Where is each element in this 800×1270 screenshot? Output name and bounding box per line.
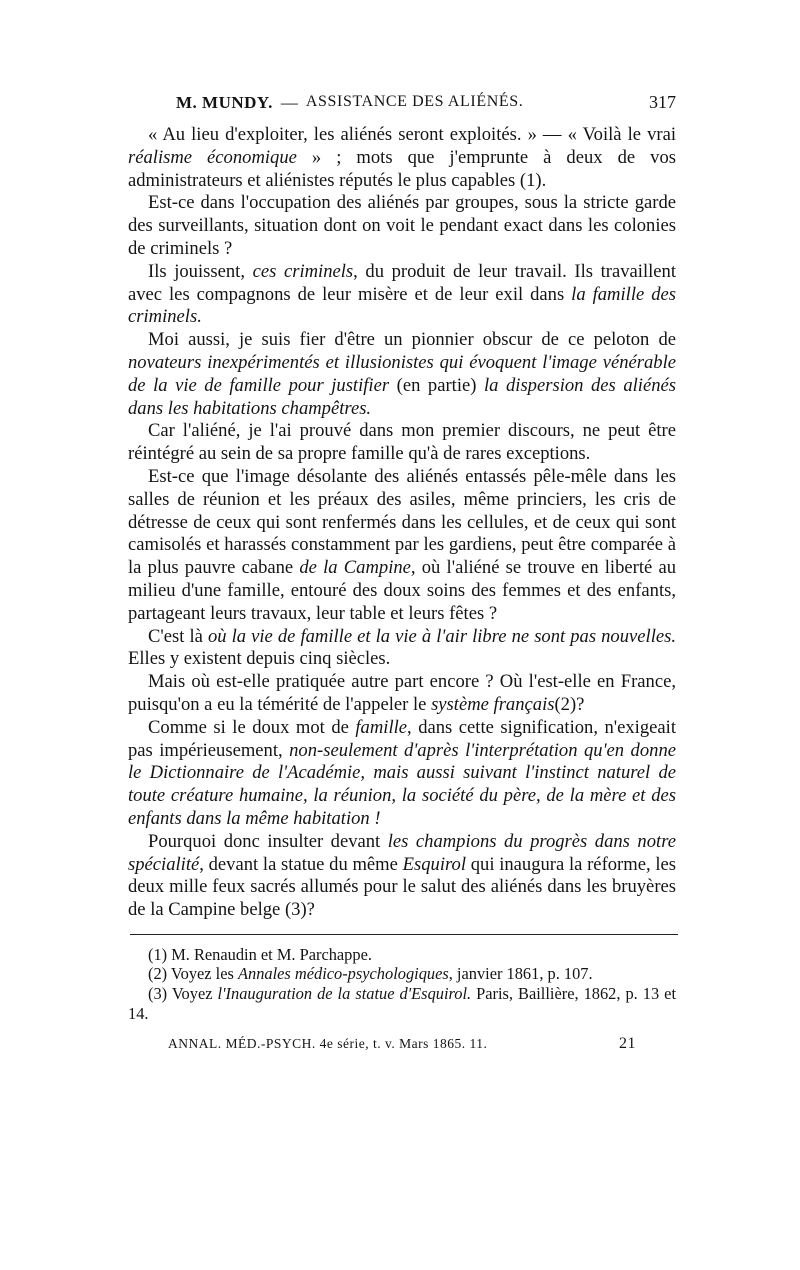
signature-mark: 21 bbox=[619, 1035, 636, 1053]
text-run: , dans cette signification, n'exigeait pas impérieusement, bbox=[128, 716, 676, 761]
text-run: Moi aussi, je suis fier d'être un pionnier obscur de ce peloton de bbox=[148, 329, 676, 351]
italic-run: l'Inauguration de la statue d'Esquirol. bbox=[217, 984, 472, 1004]
header-author: M. MUNDY. bbox=[176, 93, 273, 112]
text-run: Est-ce que l'image désolante des aliénés entassés pêle-mêle dans les salles de réunion et les préaux des asiles, même princiers, les cris de détresse de ceux qui sont renfermés dans les cellules, et de ceux qui sont camisolés et harassés constamment par les gardiens, peut être comparée à la plus pauvre cabane bbox=[128, 465, 676, 579]
header-left bbox=[128, 93, 523, 113]
text-run: (3) Voyez bbox=[148, 984, 218, 1004]
header-dash: — bbox=[280, 93, 298, 112]
paragraph bbox=[128, 831, 676, 922]
text-run: , où l'aliéné se trouve en liberté au milieu d'une famille, entouré des doux soins des femmes et des enfants, partageant leurs travaux, leur table et leurs fêtes ? bbox=[128, 557, 676, 624]
text-run: Car l'aliéné, je l'ai prouvé dans mon premier discours, ne peut être réintégré au sein de sa propre famille qu'à de rares exceptions. bbox=[128, 420, 676, 465]
italic-run: novateurs inexpérimentés et illusionistes qui évoquent l'image vénérable de la vie de famille pour justifier bbox=[128, 351, 676, 396]
text-run: Comme si le doux mot de bbox=[148, 716, 356, 738]
text-run: , du produit de leur travail. Ils travaillent avec les compagnons de leur misère et de leur exil dans bbox=[128, 260, 676, 305]
italic-run: système français bbox=[431, 693, 555, 715]
header-title: ASSISTANCE DES ALIÉNÉS. bbox=[305, 93, 524, 110]
paragraph bbox=[128, 420, 676, 466]
italic-run: famille bbox=[355, 716, 408, 738]
footnote bbox=[128, 945, 676, 965]
italic-run: de la Campine bbox=[299, 557, 411, 579]
paragraph bbox=[128, 192, 676, 260]
text-run: Mais où est-elle pratiquée autre part encore ? Où l'est-elle en France, puisqu'on a eu la témérité de l'appeler le bbox=[128, 671, 676, 715]
italic-run: ces criminels bbox=[252, 260, 354, 282]
footnote bbox=[128, 964, 676, 984]
page-footer bbox=[128, 1035, 676, 1053]
italic-run: Annales médico-psychologiques bbox=[237, 964, 449, 984]
italic-run: les champions du progrès dans notre spécialité bbox=[128, 830, 676, 875]
text-run: , devant la statue du même bbox=[199, 853, 403, 875]
text-run: Ils jouissent, bbox=[148, 260, 253, 282]
text-run: (1) M. Renaudin et M. Parchappe. bbox=[148, 944, 372, 964]
paragraph bbox=[128, 626, 676, 672]
page-number: 317 bbox=[649, 92, 676, 112]
text-run: (2)? bbox=[554, 693, 585, 715]
text-run: C'est là bbox=[148, 625, 208, 647]
footnotes bbox=[128, 945, 676, 1023]
italic-run: réalisme économique bbox=[128, 146, 297, 168]
text-run: « Au lieu d'exploiter, les aliénés seront exploités. » — « Voilà le vrai bbox=[148, 124, 676, 145]
paragraph bbox=[128, 329, 676, 420]
body-text bbox=[128, 124, 676, 922]
text-run: qui inaugura la réforme, les deux mille feux sacrés allumés pour le salut des aliénés dans les bruyères de la Campine belge (3)? bbox=[128, 853, 676, 921]
text-run: Est-ce dans l'occupation des aliénés par groupes, sous la stricte garde des surveillants, situation dont on voit le pendant exact dans les colonies de criminels ? bbox=[128, 192, 676, 259]
book-page bbox=[128, 92, 676, 1053]
text-run: Elles y existent depuis cinq siècles. bbox=[128, 648, 391, 670]
running-header bbox=[128, 92, 676, 118]
paragraph bbox=[128, 124, 676, 192]
text-run: (en partie) bbox=[389, 374, 484, 396]
italic-run: la famille des criminels. bbox=[128, 283, 676, 328]
text-run: » ; mots que j'emprunte à deux de vos administrateurs et aliénistes réputés le plus capables (1). bbox=[128, 146, 676, 191]
text-run: (2) Voyez les bbox=[148, 964, 238, 984]
text-run: Paris, Baillière, 1862, p. 13 et 14. bbox=[128, 984, 676, 1023]
footer-journal-line: ANNAL. MÉD.-PSYCH. 4e série, t. v. Mars 1865. 11. bbox=[168, 1036, 488, 1052]
italic-run: Esquirol bbox=[402, 853, 466, 875]
footnote bbox=[128, 984, 676, 1023]
text-run: Pourquoi donc insulter devant bbox=[148, 830, 388, 852]
italic-run: non-seulement d'après l'interprétation qu'en donne le Dictionnaire de l'Académie, mais aussi suivant l'instinct naturel de toute créature humaine, la réunion, la société du père, de la mère et des enfants dans la même habitation ! bbox=[128, 739, 676, 829]
paragraph bbox=[128, 671, 676, 717]
italic-run: où la vie de famille et la vie à l'air libre ne sont pas nouvelles. bbox=[207, 625, 676, 647]
paragraph bbox=[128, 466, 676, 626]
text-run: , janvier 1861, p. 107. bbox=[448, 964, 593, 984]
paragraph bbox=[128, 717, 676, 831]
paragraph bbox=[128, 261, 676, 329]
footnote-divider bbox=[130, 934, 678, 935]
italic-run: la dispersion des aliénés dans les habitations champêtres. bbox=[128, 374, 676, 419]
